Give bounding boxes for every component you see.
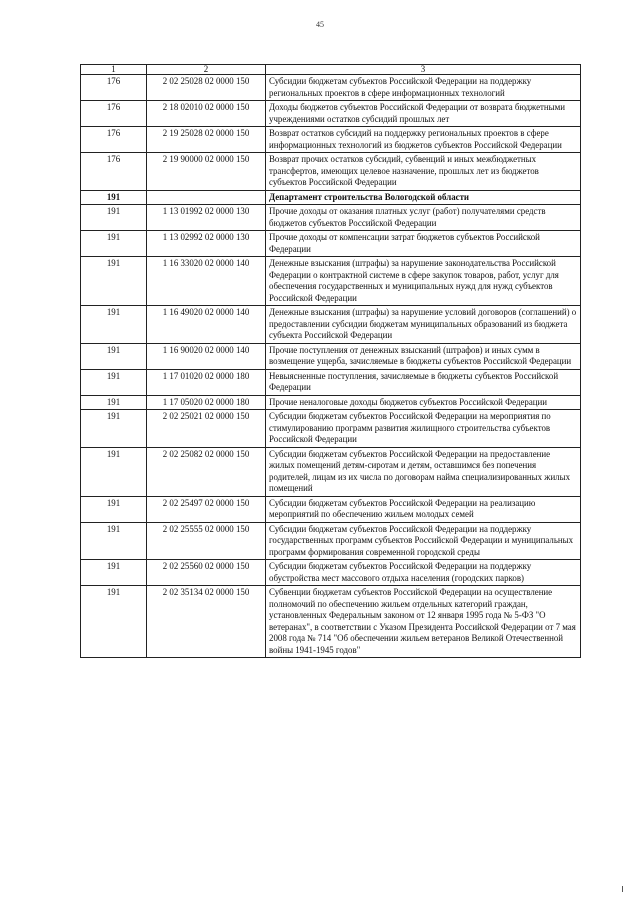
department-row — [81, 190, 581, 205]
revenue-description-cell: Субсидии бюджетам субъектов Российской Федерации на предоставление жилых помещений детям-сиротам и детям, оставшимся без попечения родителей, лицам из их числа по договорам найма специализированных жилых помещений — [266, 447, 581, 496]
table-row — [81, 410, 581, 448]
revenue-description-cell: Невыясненные поступления, зачисляемые в бюджеты субъектов Российской Федерации — [266, 369, 581, 395]
revenue-code-cell: 1 16 49020 02 0000 140 — [147, 306, 266, 344]
header-col-3: 3 — [266, 65, 581, 75]
admin-code-cell: 191 — [81, 306, 147, 344]
revenue-description-cell: Денежные взыскания (штрафы) за нарушение законодательства Российской Федерации о контрактной системе в сфере закупок товаров, работ, услуг для обеспечения государственных и муниципальных нужд для нужд субъектов Российской Федерации — [266, 257, 581, 306]
admin-code-cell: 191 — [81, 205, 147, 231]
revenue-description-cell: Доходы бюджетов субъектов Российской Федерации от возврата бюджетными учреждениями остатков субсидий прошлых лет — [266, 101, 581, 127]
margin-mark — [622, 886, 623, 892]
table-row — [81, 395, 581, 410]
table-row — [81, 127, 581, 153]
admin-code-cell: 191 — [81, 586, 147, 658]
revenue-description-cell: Прочие поступления от денежных взысканий (штрафов) и иных сумм в возмещение ущерба, зачисляемые в бюджеты субъектов Российской Федерации — [266, 343, 581, 369]
header-col-1: 1 — [81, 65, 147, 75]
header-col-2: 2 — [147, 65, 266, 75]
table-row — [81, 369, 581, 395]
revenue-code-cell: 1 16 33020 02 0000 140 — [147, 257, 266, 306]
revenue-description-cell: Департамент строительства Вологодской области — [266, 190, 581, 205]
revenue-description-cell: Прочие неналоговые доходы бюджетов субъектов Российской Федерации — [266, 395, 581, 410]
revenue-description-cell: Субсидии бюджетам субъектов Российской Федерации на поддержку обустройства мест массового отдыха населения (городских парков) — [266, 560, 581, 586]
table-row — [81, 522, 581, 560]
admin-code-cell: 191 — [81, 343, 147, 369]
admin-code-cell: 176 — [81, 153, 147, 191]
revenue-code-cell: 2 02 25021 02 0000 150 — [147, 410, 266, 448]
admin-code-cell: 191 — [81, 410, 147, 448]
admin-code-cell: 191 — [81, 560, 147, 586]
revenue-code-cell: 1 17 01020 02 0000 180 — [147, 369, 266, 395]
revenue-description-cell: Субсидии бюджетам субъектов Российской Федерации на поддержку государственных программ субъектов Российской Федерации и муниципальных программ формирования современной городской среды — [266, 522, 581, 560]
admin-code-cell: 176 — [81, 101, 147, 127]
admin-code-cell: 191 — [81, 257, 147, 306]
revenue-code-cell: 1 17 05020 02 0000 180 — [147, 395, 266, 410]
revenue-description-cell: Субсидии бюджетам субъектов Российской Федерации на реализацию мероприятий по обеспечению жильем молодых семей — [266, 496, 581, 522]
admin-code-cell: 176 — [81, 127, 147, 153]
revenue-code-cell: 2 02 25082 02 0000 150 — [147, 447, 266, 496]
table-row — [81, 205, 581, 231]
table-row — [81, 496, 581, 522]
table-row — [81, 101, 581, 127]
table-row — [81, 306, 581, 344]
admin-code-cell: 191 — [81, 231, 147, 257]
admin-code-cell: 191 — [81, 522, 147, 560]
revenue-code-cell: 1 13 02992 02 0000 130 — [147, 231, 266, 257]
revenue-code-cell: 2 02 25028 02 0000 150 — [147, 75, 266, 101]
revenue-description-cell: Возврат прочих остатков субсидий, субвенций и иных межбюджетных трансфертов, имеющих целевое назначение, прошлых лет из бюджетов субъектов Российской Федерации — [266, 153, 581, 191]
table-row — [81, 447, 581, 496]
revenue-description-cell: Субсидии бюджетам субъектов Российской Федерации на мероприятия по стимулированию программ развития жилищного строительства субъектов Российской Федерации — [266, 410, 581, 448]
admin-code-cell: 191 — [81, 190, 147, 205]
revenue-code-cell: 1 16 90020 02 0000 140 — [147, 343, 266, 369]
table-row — [81, 560, 581, 586]
revenue-description-cell: Возврат остатков субсидий на поддержку региональных проектов в сфере информационных технологий из бюджетов субъектов Российской Федерации — [266, 127, 581, 153]
admin-code-cell: 191 — [81, 447, 147, 496]
table-row — [81, 153, 581, 191]
page-number: 45 — [316, 20, 324, 29]
revenue-code-cell: 2 19 25028 02 0000 150 — [147, 127, 266, 153]
table-row — [81, 231, 581, 257]
revenue-codes-table — [80, 64, 581, 658]
revenue-code-cell — [147, 190, 266, 205]
table-row — [81, 586, 581, 658]
revenue-description-cell: Прочие доходы от компенсации затрат бюджетов субъектов Российской Федерации — [266, 231, 581, 257]
revenue-code-cell: 2 02 25560 02 0000 150 — [147, 560, 266, 586]
admin-code-cell: 176 — [81, 75, 147, 101]
revenue-code-cell: 2 19 90000 02 0000 150 — [147, 153, 266, 191]
revenue-description-cell: Субвенции бюджетам субъектов Российской Федерации на осуществление полномочий по обеспечению жильем отдельных категорий граждан, установленных Федеральным законом от 12 января 1995 года № 5-ФЗ "О ветеранах", в соответствии с Указом Президента Российской Федерации от 7 мая 2008 года № 714 "Об обеспечении жильем ветеранов Великой Отечественной войны 1941-1945 годов" — [266, 586, 581, 658]
revenue-code-cell: 2 18 02010 02 0000 150 — [147, 101, 266, 127]
revenue-code-cell: 2 02 25555 02 0000 150 — [147, 522, 266, 560]
admin-code-cell: 191 — [81, 496, 147, 522]
admin-code-cell: 191 — [81, 369, 147, 395]
revenue-description-cell: Денежные взыскания (штрафы) за нарушение условий договоров (соглашений) о предоставлении субсидии бюджетам муниципальных образований из бюджета субъекта Российской Федерации — [266, 306, 581, 344]
revenue-code-cell: 2 02 25497 02 0000 150 — [147, 496, 266, 522]
table-row — [81, 257, 581, 306]
revenue-description-cell: Субсидии бюджетам субъектов Российской Федерации на поддержку региональных проектов в сфере информационных технологий — [266, 75, 581, 101]
table-header-row — [81, 65, 581, 75]
revenue-code-cell: 2 02 35134 02 0000 150 — [147, 586, 266, 658]
table-row — [81, 343, 581, 369]
revenue-description-cell: Прочие доходы от оказания платных услуг (работ) получателями средств бюджетов субъектов Российской Федерации — [266, 205, 581, 231]
table-row — [81, 75, 581, 101]
admin-code-cell: 191 — [81, 395, 147, 410]
revenue-code-cell: 1 13 01992 02 0000 130 — [147, 205, 266, 231]
